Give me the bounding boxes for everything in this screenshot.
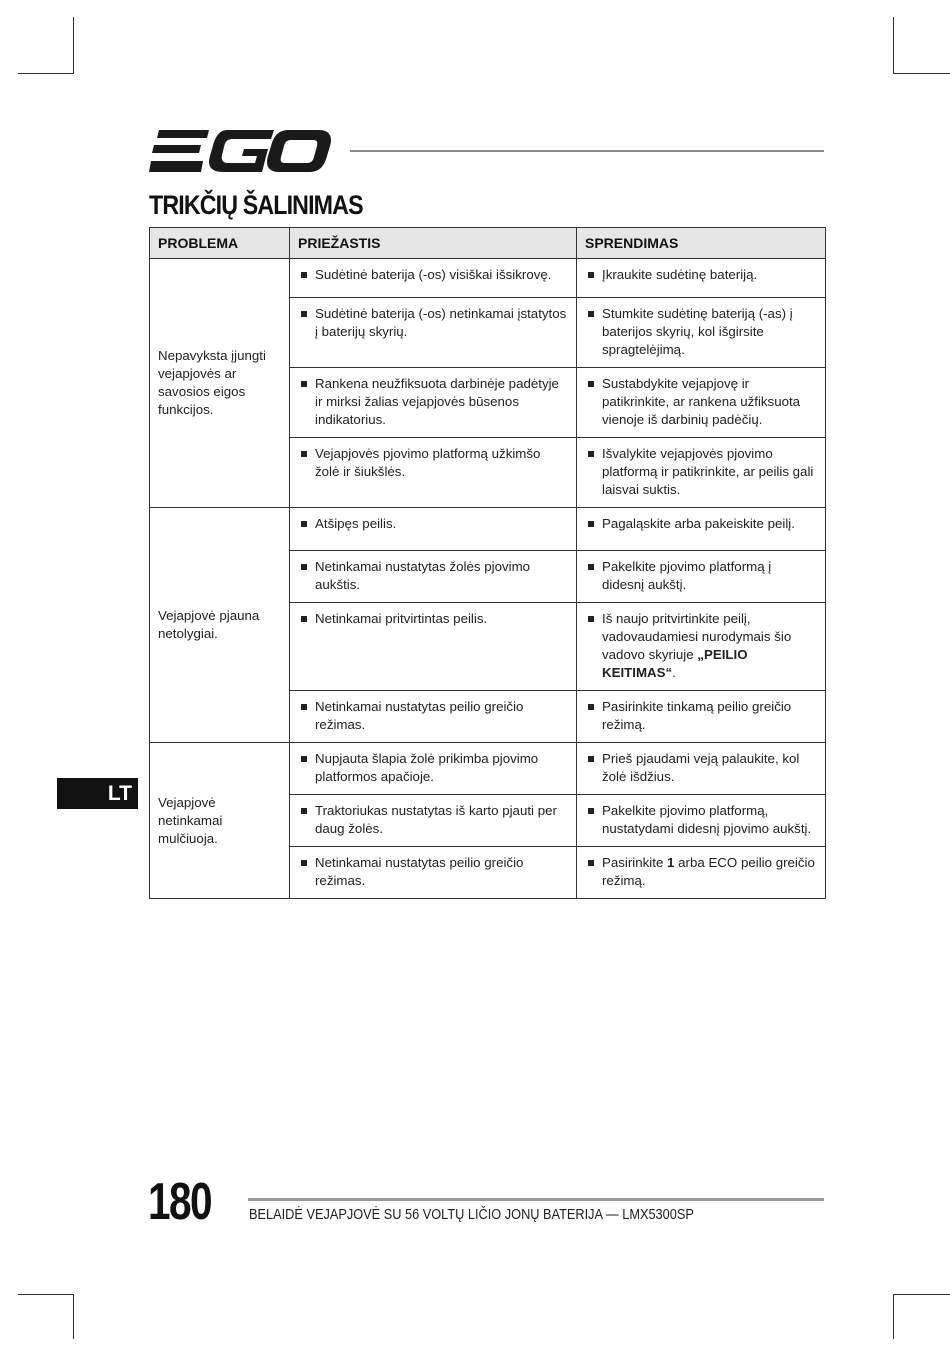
cause-text: Vejapjovės pjovimo platformą užkimšo žolė ir šiukšlės.	[315, 446, 541, 479]
crop-mark	[18, 1294, 74, 1295]
table-row	[150, 508, 826, 551]
crop-mark	[893, 17, 894, 74]
bullet-icon	[588, 860, 594, 866]
crop-mark	[893, 1294, 950, 1295]
crop-mark	[73, 17, 74, 74]
cause-cell	[290, 691, 577, 743]
solution-text-part: Pasirinkite	[602, 855, 668, 870]
solution-text: Prieš pjaudami veją palaukite, kol žolė išdžius.	[602, 751, 800, 784]
bullet-icon	[588, 451, 594, 457]
solution-cell	[577, 603, 826, 691]
header-solution: SPRENDIMAS	[577, 228, 826, 259]
solution-text: Pagaląskite arba pakeiskite peilį.	[602, 516, 795, 531]
solution-cell	[577, 551, 826, 603]
bullet-icon	[588, 808, 594, 814]
solution-cell	[577, 795, 826, 847]
bullet-icon	[301, 381, 307, 387]
bullet-icon	[301, 860, 307, 866]
solution-text-part: Iš naujo pritvirtinkite peilį, vadovaudamiesi nurodymais šio vadovo skyriuje	[602, 611, 792, 662]
solution-text: Įkraukite sudėtinę bateriją.	[602, 267, 758, 282]
problem-cell	[150, 508, 290, 743]
bullet-icon	[301, 756, 307, 762]
solution-cell	[577, 368, 826, 438]
bullet-icon	[301, 808, 307, 814]
footer-rule	[248, 1198, 824, 1201]
solution-cell	[577, 298, 826, 368]
bullet-icon	[301, 451, 307, 457]
solution-text	[602, 854, 817, 890]
solution-cell	[577, 508, 826, 551]
crop-mark	[18, 73, 74, 74]
language-tab: LT	[57, 778, 138, 809]
bullet-icon	[301, 616, 307, 622]
solution-text: Pakelkite pjovimo platformą, nustatydami didesnį pjovimo aukštį.	[602, 803, 812, 836]
cause-cell	[290, 847, 577, 899]
bullet-icon	[588, 616, 594, 622]
problem-text: Nepavyksta įjungti vejapjovės ar savosios eigos funkcijos.	[158, 348, 266, 417]
solution-cell	[577, 438, 826, 508]
cause-cell	[290, 508, 577, 551]
cause-cell	[290, 795, 577, 847]
solution-cell	[577, 743, 826, 795]
crop-mark	[893, 73, 950, 74]
cause-cell	[290, 743, 577, 795]
cause-text: Sudėtinė baterija (-os) netinkamai įstatytos į baterijų skyrių.	[315, 306, 567, 339]
cause-text: Rankena neužfiksuota darbinėje padėtyje ir mirksi žalias vejapjovės būsenos indikatorius.	[315, 376, 559, 427]
cause-text: Netinkamai pritvirtintas peilis.	[315, 611, 488, 626]
problem-cell	[150, 259, 290, 508]
bullet-icon	[588, 381, 594, 387]
crop-mark	[73, 1294, 74, 1339]
cause-cell	[290, 368, 577, 438]
header-problem: PROBLEMA	[150, 228, 290, 259]
problem-text: Vejapjovė pjauna netolygiai.	[158, 608, 260, 641]
solution-text: Sustabdykite vejapjovę ir patikrinkite, ar rankena užfiksuota vienoje iš darbinių padėčių.	[602, 376, 801, 427]
cause-text: Atšipęs peilis.	[315, 516, 397, 531]
problem-text: Vejapjovė netinkamai mulčiuoja.	[158, 794, 223, 846]
footer-text: BELAIDĖ VEJAPJOVĖ SU 56 VOLTŲ LIČIO JONŲ BATERIJA — LMX5300SP	[249, 1207, 694, 1223]
mode-number: 1	[667, 855, 675, 870]
bullet-icon	[301, 564, 307, 570]
cause-text: Nupjauta šlapia žolė prikimba pjovimo platformos apačioje.	[315, 751, 539, 784]
cause-cell	[290, 603, 577, 691]
solution-text-part: arba ECO peilio greičio režimą.	[602, 855, 815, 888]
bullet-icon	[301, 272, 307, 278]
cause-text: Sudėtinė baterija (-os) visiškai išsikrovę.	[315, 267, 552, 282]
bullet-icon	[588, 564, 594, 570]
bullet-icon	[588, 311, 594, 317]
cause-text: Netinkamai nustatytas žolės pjovimo aukštis.	[315, 559, 531, 592]
header-rule	[350, 150, 824, 152]
problem-cell	[150, 743, 290, 899]
solution-text: Pakelkite pjovimo platformą į didesnį aukštį.	[602, 559, 772, 592]
cause-cell	[290, 551, 577, 603]
cause-text: Netinkamai nustatytas peilio greičio režimas.	[315, 855, 524, 888]
solution-cell	[577, 259, 826, 298]
ego-logo	[149, 130, 331, 172]
solution-text-part: .	[672, 665, 676, 680]
bullet-icon	[588, 272, 594, 278]
cause-cell	[290, 259, 577, 298]
bullet-icon	[301, 521, 307, 527]
page-number: 180	[148, 1173, 211, 1231]
bullet-icon	[301, 311, 307, 317]
solution-text	[602, 610, 817, 682]
troubleshooting-table	[149, 227, 826, 899]
cause-cell	[290, 298, 577, 368]
table-row	[150, 259, 826, 298]
table-row	[150, 743, 826, 795]
section-reference: „PEILIO KEITIMAS“	[602, 647, 748, 680]
header-cause: PRIEŽASTIS	[290, 228, 577, 259]
cause-text: Netinkamai nustatytas peilio greičio režimas.	[315, 699, 524, 732]
cause-text: Traktoriukas nustatytas iš karto pjauti per daug žolės.	[315, 803, 557, 836]
bullet-icon	[588, 521, 594, 527]
bullet-icon	[301, 704, 307, 710]
solution-text: Pasirinkite tinkamą peilio greičio režimą.	[602, 699, 792, 732]
bullet-icon	[588, 704, 594, 710]
table-header-row	[150, 228, 826, 259]
solution-text: Stumkite sudėtinę bateriją (-as) į baterijos skyrių, kol išgirsite spragtelėjimą.	[602, 306, 793, 357]
crop-mark	[893, 1294, 894, 1339]
solution-text: Išvalykite vejapjovės pjovimo platformą ir patikrinkite, ar peilis gali laisvai suktis.	[602, 446, 814, 497]
page-title: TRIKČIŲ ŠALINIMAS	[149, 190, 363, 220]
cause-cell	[290, 438, 577, 508]
solution-cell	[577, 847, 826, 899]
solution-cell	[577, 691, 826, 743]
bullet-icon	[588, 756, 594, 762]
